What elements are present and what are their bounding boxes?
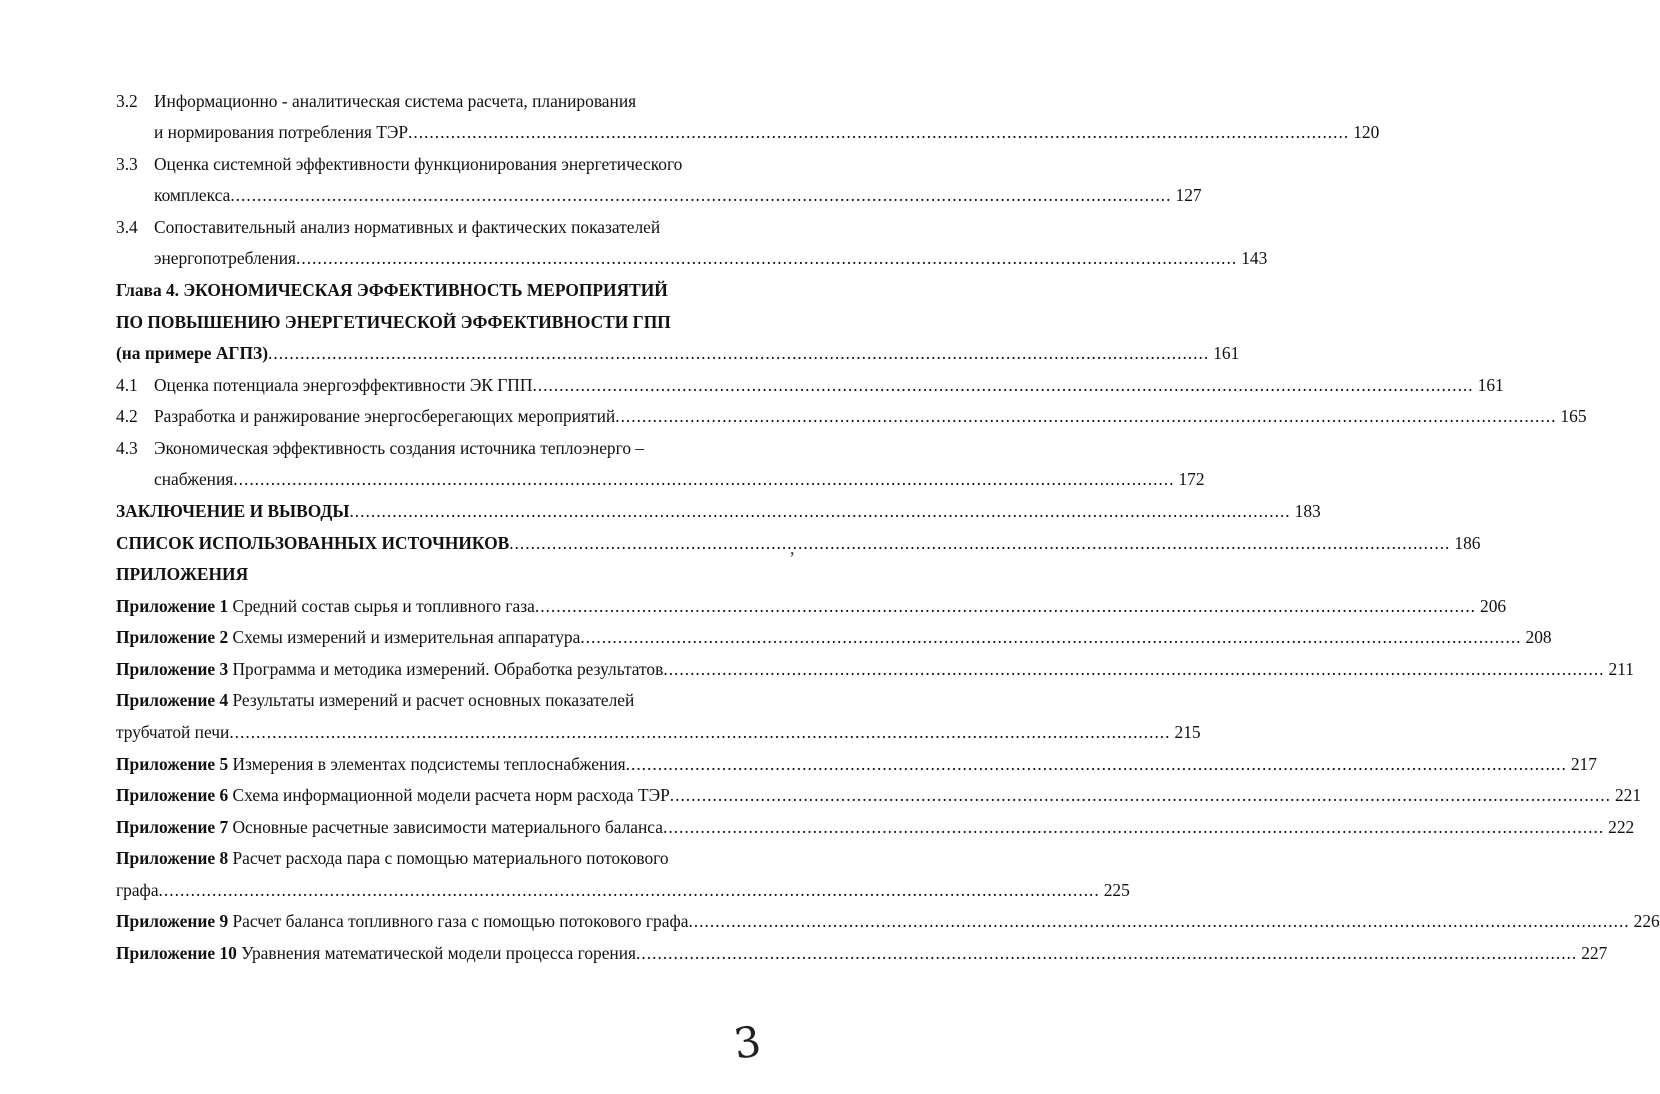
chapter-4-heading-cont <box>0 307 794 337</box>
page-number: 225 <box>1103 880 1130 900</box>
appendix-title: Основные расчетные зависимости материального баланса <box>228 817 663 837</box>
leader-dots <box>296 243 1237 273</box>
page-number: 206 <box>1480 596 1507 616</box>
handwritten-page-number: 3 <box>730 1016 765 1069</box>
appendix-label: Приложение 10 <box>116 943 237 963</box>
leader-dots <box>233 464 1174 494</box>
appendix-label: Приложение 9 <box>116 911 229 931</box>
toc-appendix-5 <box>0 749 1597 779</box>
page-number: 227 <box>1581 943 1608 963</box>
appendix-title: Расчет баланса топливного газа с помощью потокового графа <box>228 911 689 931</box>
leader-dots <box>688 906 1629 936</box>
chapter-title: Глава 4. ЭКОНОМИЧЕСКАЯ ЭФФЕКТИВНОСТЬ МЕРОПРИЯТИЙ <box>116 280 668 300</box>
appendix-label: Приложение 3 <box>116 659 229 679</box>
conclusion-title: ЗАКЛЮЧЕНИЕ И ВЫВОДЫ <box>116 501 350 521</box>
section-number: 3.2 <box>116 91 138 111</box>
section-number: 3.3 <box>116 154 138 174</box>
toc-sources <box>0 528 1481 558</box>
appendix-label: Приложение 7 <box>116 817 229 837</box>
appendix-title: Уравнения математической модели процесса горения <box>236 943 637 963</box>
leader-dots <box>229 717 1170 747</box>
chapter-title-cont: ПО ПОВЫШЕНИЮ ЭНЕРГЕТИЧЕСКОЙ ЭФФЕКТИВНОСТИ ГПП <box>116 312 671 332</box>
appendix-title: Измерения в элементах подсистемы теплоснабжения <box>228 754 626 774</box>
page-number: 172 <box>1178 469 1205 489</box>
toc-entry-4-3-cont <box>0 464 1205 494</box>
toc-entry-3-2-cont <box>0 117 1380 147</box>
leader-dots <box>509 528 1450 558</box>
sources-title: СПИСОК ИСПОЛЬЗОВАННЫХ ИСТОЧНИКОВ <box>116 533 510 553</box>
toc-appendix-8 <box>0 843 794 873</box>
toc-entry-4-1 <box>0 370 1504 400</box>
appendix-label: Приложение 4 <box>116 690 229 710</box>
appendix-title: Схемы измерений и измерительная аппаратура <box>228 627 581 647</box>
toc-appendix-2 <box>0 622 1552 652</box>
leader-dots <box>349 496 1290 526</box>
leader-dots <box>532 370 1473 400</box>
toc-entry-4-2 <box>0 401 1587 431</box>
appendix-title: Программа и методика измерений. Обработка результатов <box>228 659 664 679</box>
toc-entry-3-3-cont <box>0 180 1202 210</box>
page-number: 208 <box>1525 627 1552 647</box>
toc-appendix-4-cont <box>0 717 1201 747</box>
appendix-label: Приложение 8 <box>116 848 229 868</box>
page-number: 211 <box>1608 659 1634 679</box>
toc-entry-4-3 <box>0 433 794 463</box>
page-number: 161 <box>1213 343 1240 363</box>
appendix-title-cont: трубчатой печи <box>116 722 230 742</box>
page-number: 165 <box>1560 406 1587 426</box>
toc-appendix-3 <box>0 654 1634 684</box>
toc-entry-3-4 <box>0 212 794 242</box>
chapter-4-heading <box>0 275 794 305</box>
toc-entry-3-2 <box>0 86 794 116</box>
toc-appendix-8-cont <box>0 875 1130 905</box>
page-number: 143 <box>1241 248 1268 268</box>
leader-dots <box>408 117 1349 147</box>
section-title: Оценка системной эффективности функционирования энергетического <box>154 154 683 174</box>
section-title: Оценка потенциала энергоэффективности ЭК ГПП <box>154 375 533 395</box>
appendices-title: ПРИЛОЖЕНИЯ <box>116 564 249 584</box>
leader-dots <box>159 875 1100 905</box>
toc-appendix-7 <box>0 812 1635 842</box>
appendix-title: Средний состав сырья и топливного газа <box>228 596 535 616</box>
section-title: Сопоставительный анализ нормативных и фактических показателей <box>154 217 661 237</box>
toc-appendix-9 <box>0 906 1660 936</box>
leader-dots <box>670 780 1611 810</box>
appendix-label: Приложение 2 <box>116 627 229 647</box>
section-number: 3.4 <box>116 217 138 237</box>
section-number: 4.1 <box>116 375 138 395</box>
margin-tick-mark: , <box>790 538 795 558</box>
toc-appendix-4 <box>0 685 794 715</box>
appendix-title: Схема информационной модели расчета норм расхода ТЭР <box>228 785 670 805</box>
leader-dots <box>615 401 1556 431</box>
toc-appendix-6 <box>0 780 1642 810</box>
toc-appendix-1 <box>0 591 1507 621</box>
toc-entry-3-3 <box>0 149 794 179</box>
leader-dots <box>268 338 1209 368</box>
leader-dots <box>626 749 1567 779</box>
section-title: Экономическая эффективность создания источника теплоэнерго – <box>154 438 645 458</box>
toc-entry-3-4-cont <box>0 243 1268 273</box>
appendix-label: Приложение 6 <box>116 785 229 805</box>
leader-dots <box>535 591 1476 621</box>
section-title-cont: снабжения <box>154 469 234 489</box>
chapter-4-heading-end <box>0 338 1240 368</box>
appendix-title: Расчет расхода пара с помощью материального потокового <box>228 848 669 868</box>
leader-dots <box>230 180 1171 210</box>
page-number: 215 <box>1174 722 1201 742</box>
section-title-cont: энергопотребления <box>154 248 297 268</box>
toc-conclusion <box>0 496 1321 526</box>
appendix-label: Приложение 5 <box>116 754 229 774</box>
toc-appendices <box>0 559 794 589</box>
page-number: 161 <box>1477 375 1504 395</box>
page-number: 222 <box>1608 817 1635 837</box>
chapter-title-end: (на примере АГПЗ) <box>116 343 268 363</box>
leader-dots <box>663 812 1604 842</box>
page-number: 186 <box>1454 533 1481 553</box>
page-number: 120 <box>1353 122 1380 142</box>
section-title: Информационно - аналитическая система расчета, планирования <box>154 91 637 111</box>
appendix-title-cont: графа <box>116 880 159 900</box>
appendix-title: Результаты измерений и расчет основных показателей <box>228 690 635 710</box>
page-number: 226 <box>1633 911 1660 931</box>
section-title-cont: и нормирования потребления ТЭР <box>154 122 408 142</box>
page-number: 183 <box>1294 501 1321 521</box>
leader-dots <box>663 654 1604 684</box>
leader-dots <box>636 938 1577 968</box>
section-title-cont: комплекса <box>154 185 231 205</box>
section-title: Разработка и ранжирование энергосберегающих мероприятий <box>154 406 616 426</box>
leader-dots <box>580 622 1521 652</box>
page-number: 221 <box>1614 785 1642 805</box>
page-number: 217 <box>1570 754 1597 774</box>
section-number: 4.3 <box>116 438 138 458</box>
appendix-label: Приложение 1 <box>116 596 229 616</box>
page-number: 127 <box>1175 185 1202 205</box>
toc-appendix-10 <box>0 938 1608 968</box>
section-number: 4.2 <box>116 406 138 426</box>
